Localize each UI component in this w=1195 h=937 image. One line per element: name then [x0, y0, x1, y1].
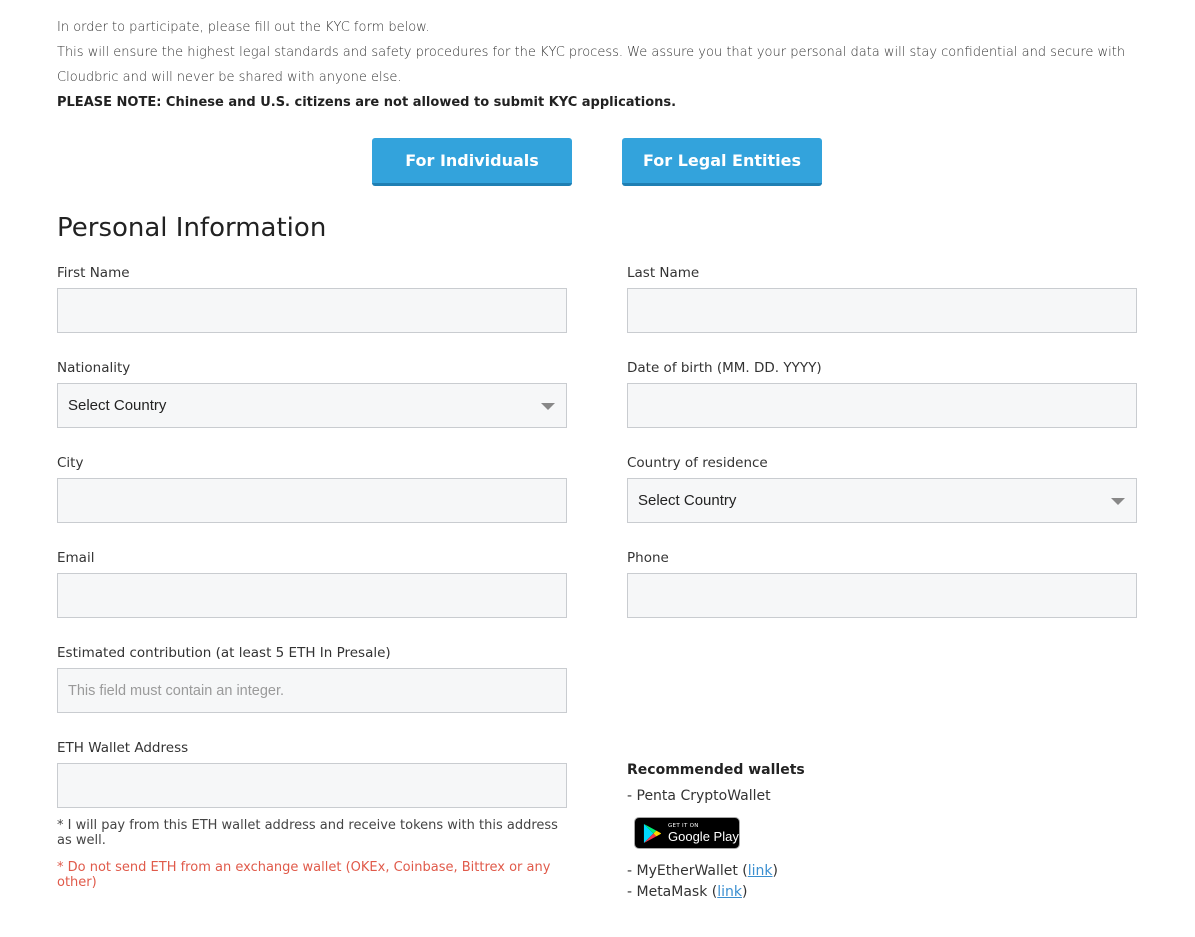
exchange-warning: * Do not send ETH from an exchange wallet (OKEx, Coinbase, Bittrex or any other) [57, 860, 551, 890]
myetherwallet-item [627, 861, 927, 882]
metamask-item [627, 882, 927, 903]
last-name-label: Last Name [627, 265, 700, 281]
wallet-group [57, 738, 567, 808]
penta-wallet-item: - Penta CryptoWallet [627, 788, 771, 804]
residence-label: Country of residence [627, 455, 768, 471]
email-input[interactable] [57, 573, 567, 618]
metamask-label: - MetaMask ( [627, 884, 718, 900]
section-title: Personal Information [57, 213, 327, 243]
city-label: City [57, 455, 84, 471]
phone-group [627, 548, 1137, 618]
myetherwallet-link[interactable]: link [747, 863, 773, 879]
google-play-badge[interactable] [634, 817, 740, 849]
contribution-group [57, 643, 567, 713]
first-name-group [57, 263, 567, 333]
phone-label: Phone [627, 550, 669, 566]
email-label: Email [57, 550, 95, 566]
wallet-hint: * I will pay from this ETH wallet address and receive tokens with this address as well. [57, 818, 558, 848]
applicant-type-buttons [372, 138, 822, 186]
google-play-small-text: GET IT ON [668, 822, 699, 829]
residence-select[interactable] [627, 478, 1137, 523]
residence-value: Select Country [638, 492, 737, 509]
chevron-down-icon [541, 403, 555, 410]
nationality-value: Select Country [68, 397, 167, 414]
residence-group [627, 453, 1137, 523]
last-name-group [627, 263, 1137, 333]
note-text: Chinese and U.S. citizens are not allowed to submit KYC applications. [161, 95, 677, 110]
contribution-label: Estimated contribution (at least 5 ETH In Presale) [57, 645, 391, 661]
intro-text [57, 15, 1137, 115]
dob-input[interactable] [627, 383, 1137, 428]
nationality-select[interactable] [57, 383, 567, 428]
phone-input[interactable] [627, 573, 1137, 618]
city-input[interactable] [57, 478, 567, 523]
intro-line-3: Cloudbric and will never be shared with anyone else. [57, 70, 402, 85]
nationality-label: Nationality [57, 360, 131, 376]
intro-line-2: This will ensure the highest legal standards and safety procedures for the KYC process. We assure you that your personal data will stay confidential and secure with [57, 45, 1126, 60]
metamask-link[interactable]: link [717, 884, 742, 900]
paren-close: ) [772, 863, 778, 879]
for-individuals-button[interactable]: For Individuals [372, 138, 572, 186]
first-name-input[interactable] [57, 288, 567, 333]
intro-line-1: In order to participate, please fill out the KYC form below. [57, 20, 430, 35]
contribution-input[interactable]: This field must contain an integer. [57, 668, 567, 713]
dob-label: Date of birth (MM. DD. YYYY) [627, 360, 822, 376]
myetherwallet-label: - MyEtherWallet ( [627, 863, 748, 879]
city-group [57, 453, 567, 523]
paren-close: ) [742, 884, 748, 900]
chevron-down-icon [1111, 498, 1125, 505]
google-play-icon [643, 823, 662, 844]
google-play-big-text: Google Play [668, 828, 739, 844]
intro-note [57, 90, 1137, 115]
recommended-wallets-title: Recommended wallets [627, 762, 805, 778]
email-group [57, 548, 567, 618]
for-legal-entities-button[interactable]: For Legal Entities [622, 138, 822, 186]
recommended-wallets [627, 760, 927, 903]
last-name-input[interactable] [627, 288, 1137, 333]
note-bold: PLEASE NOTE: [57, 95, 162, 110]
nationality-group [57, 358, 567, 428]
first-name-label: First Name [57, 265, 130, 281]
dob-group [627, 358, 1137, 428]
wallet-label: ETH Wallet Address [57, 740, 189, 756]
wallet-address-input[interactable] [57, 763, 567, 808]
